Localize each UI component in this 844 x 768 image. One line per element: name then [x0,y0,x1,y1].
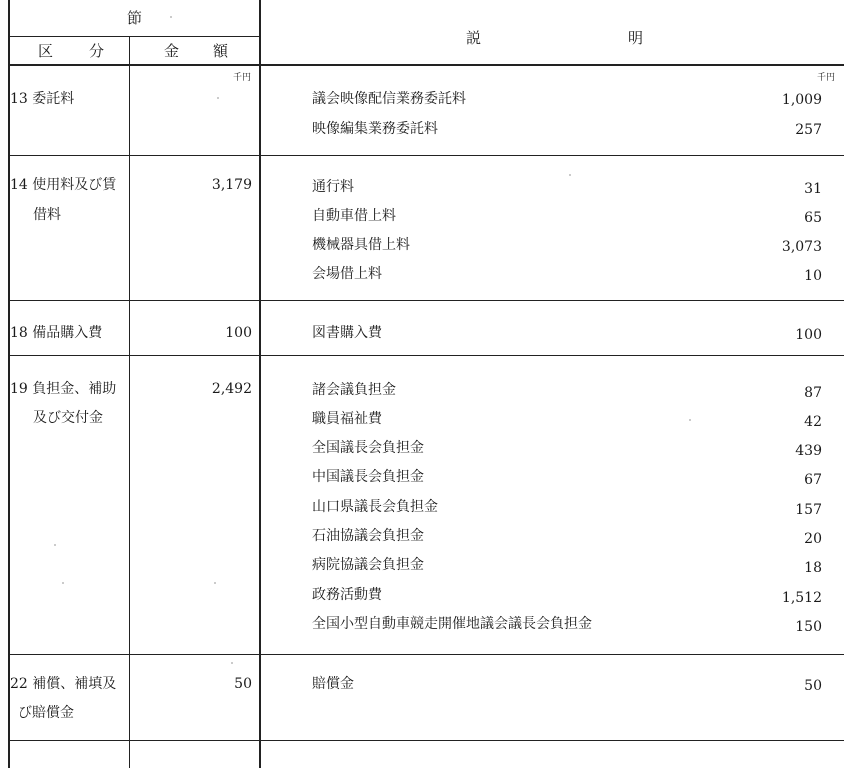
item-label: 石油協議会負担金 [312,528,424,544]
item-value: 157 [795,502,822,518]
row-divider-3 [8,355,844,356]
item-value: 42 [804,414,822,430]
unit-left: 千円 [233,73,252,83]
scan-speck [54,544,56,546]
item-label: 政務活動費 [312,587,382,603]
section-name: 22 補償、補填及 [10,676,117,692]
item-label: 議会映像配信業務委託料 [312,91,466,107]
section-name: 13 委託料 [10,91,75,107]
item-value: 10 [804,268,822,284]
header-kubun-2: 分 [89,42,105,60]
scan-speck [62,582,64,584]
section-name: 18 備品購入費 [10,325,103,341]
item-value: 20 [804,531,822,547]
item-value: 1,009 [781,92,822,108]
header-kubun-1: 区 [38,42,54,60]
header-kingaku-1: 金 [164,42,180,60]
header-setsumei-2: 明 [628,29,644,47]
item-value: 439 [795,443,822,459]
header-setsu: 節 [127,9,143,27]
item-value: 67 [804,472,822,488]
item-label: 通行料 [312,179,354,195]
row-divider-2 [8,300,844,301]
section-name: 及び交付金 [33,410,103,426]
item-value: 87 [804,385,822,401]
item-label: 図書購入費 [312,325,382,341]
item-value: 257 [795,122,822,138]
header-subdivider [8,36,260,37]
col-divider-kubun [129,37,130,768]
item-label: 全国議長会負担金 [312,440,424,456]
item-value: 3,073 [781,239,822,255]
item-value: 100 [795,327,822,343]
item-label: 会場借上料 [312,266,382,282]
item-label: 自動車借上料 [312,208,396,224]
header-kingaku-2: 額 [213,42,229,60]
item-label: 山口県議長会負担金 [312,499,438,515]
scan-speck [217,97,219,99]
item-value: 65 [804,210,822,226]
unit-right: 千円 [817,73,836,83]
item-label: 中国議長会負担金 [312,469,424,485]
item-label: 映像編集業務委託料 [312,121,438,137]
row-divider-5 [8,740,844,741]
row-divider-4 [8,654,844,655]
item-value: 31 [804,181,822,197]
section-name: 借料 [33,207,61,223]
item-label: 全国小型自動車競走開催地議会議長会負担金 [312,616,592,632]
header-setsumei-1: 説 [466,29,482,47]
section-name: 14 使用料及び賃 [10,177,117,193]
scan-speck [214,582,216,584]
section-amount: 3,179 [211,177,252,193]
item-value: 150 [795,619,822,635]
item-label: 諸会議負担金 [312,382,396,398]
row-divider-1 [8,155,844,156]
section-name: 19 負担金、補助 [10,381,117,397]
item-value: 1,512 [781,590,822,606]
section-amount: 2,492 [211,381,252,397]
col-divider-setsumei [259,0,261,768]
item-value: 18 [804,560,822,576]
scan-speck [689,419,691,421]
item-value: 50 [804,678,822,694]
section-name: び賠償金 [18,705,74,721]
section-amount: 100 [225,325,252,341]
scan-speck [231,662,233,664]
scan-speck [170,16,172,18]
item-label: 賠償金 [312,676,354,692]
header-bottom-border [8,64,844,66]
section-amount: 50 [234,676,252,692]
item-label: 機械器具借上料 [312,237,410,253]
item-label: 職員福祉費 [312,411,382,427]
scan-speck [569,174,571,176]
item-label: 病院協議会負担金 [312,557,424,573]
